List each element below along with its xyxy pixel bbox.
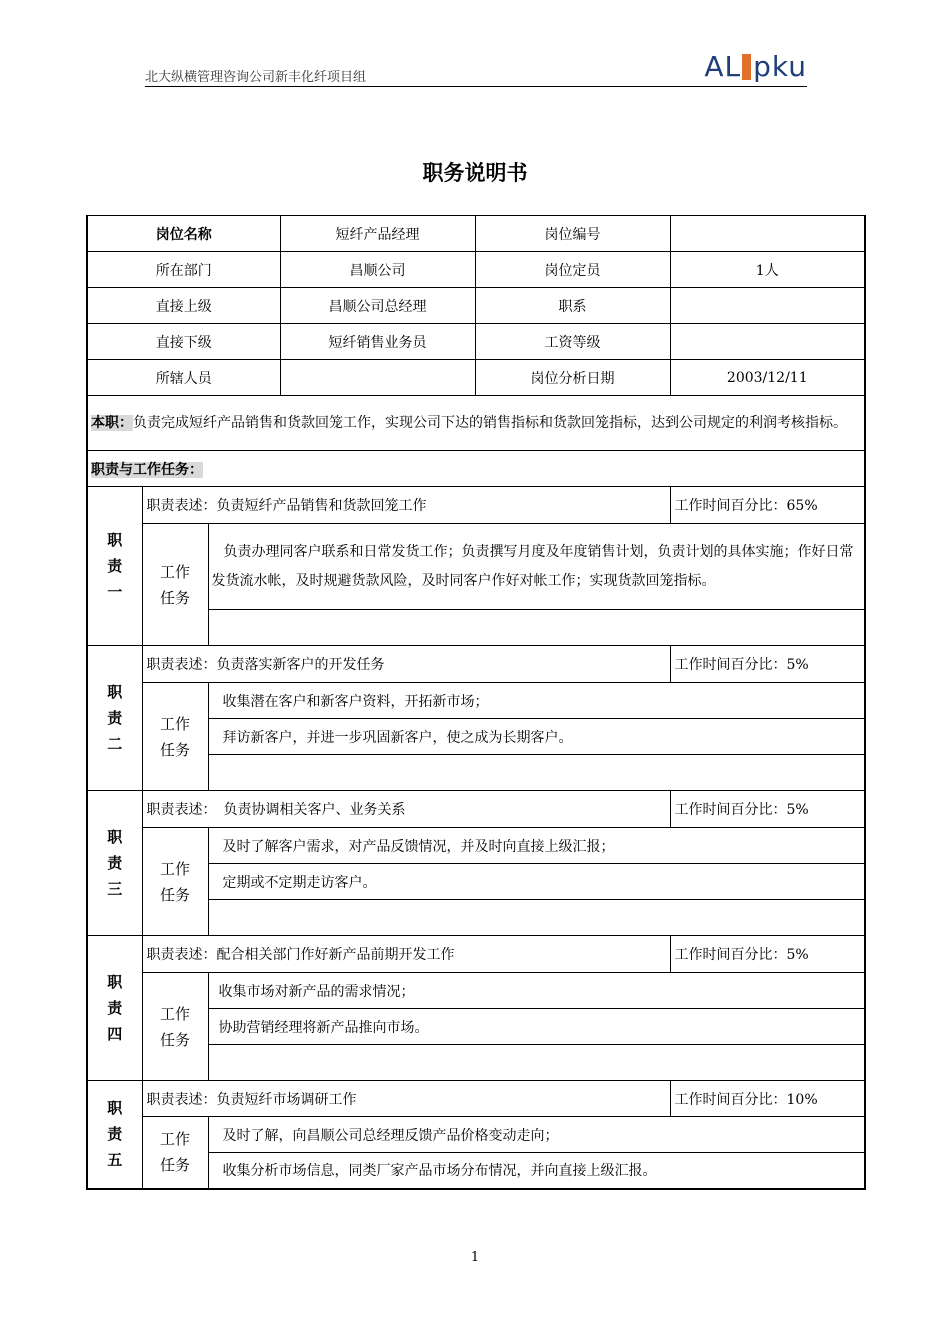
duty-3-task-2: 定期或不定期走访客户。: [208, 864, 865, 900]
managed-label: 所辖人员: [87, 360, 280, 396]
duty-2-pct: 工作时间百分比：5%: [670, 646, 865, 683]
duty-4-task-label: [142, 973, 208, 1081]
duty-1-task-2: [208, 610, 865, 646]
info-row-1: [87, 216, 865, 252]
duty-4-task-3: [208, 1045, 865, 1081]
duty-3-task-1: 及时了解客户需求，对产品反馈情况，并及时向直接上级汇报；: [208, 828, 865, 864]
duty-summary: [87, 396, 865, 451]
job-description-table: [86, 215, 866, 1190]
duty-3-task-row-1: [87, 828, 865, 864]
document-title: 职务说明书: [422, 161, 528, 185]
duty-1-desc-row: [87, 487, 865, 524]
grade-value: [670, 324, 865, 360]
duty-4-desc-row: [87, 936, 865, 973]
info-row-3: [87, 288, 865, 324]
duty-2-label: [87, 646, 142, 791]
duty-5-task-row-1: [87, 1117, 865, 1153]
subordinate-value: 短纤销售业务员: [280, 324, 475, 360]
managed-value: [280, 360, 475, 396]
grade-label: 工资等级: [475, 324, 670, 360]
post-name-label: 岗位名称: [87, 216, 280, 252]
info-row-4: [87, 324, 865, 360]
header-org-text: 北大纵横管理咨询公司新丰化纤项目组: [145, 70, 367, 85]
duty-5-pct: 工作时间百分比：10%: [670, 1081, 865, 1117]
duty-4-label: [87, 936, 142, 1081]
duty-5-task-2: 收集分析市场信息，同类厂家产品市场分布情况，并向直接上级汇报。: [208, 1153, 865, 1189]
duty-2-desc: 职责表述：负责落实新客户的开发任务: [142, 646, 670, 683]
duty-4-task-2: 协助营销经理将新产品推向市场。: [208, 1009, 865, 1045]
duty-1-label-text: 职 责 一: [107, 531, 123, 601]
duty-1-desc: 职责表述：负责短纤产品销售和货款回笼工作: [142, 487, 670, 524]
duty-1-task-label: [142, 524, 208, 646]
duties-heading: [87, 451, 865, 487]
post-no-label: 岗位编号: [475, 216, 670, 252]
superior-value: 昌顺公司总经理: [280, 288, 475, 324]
duty-3-label: [87, 791, 142, 936]
duty-summary-row: [87, 396, 865, 451]
post-name-value: 短纤产品经理: [280, 216, 475, 252]
quota-label: 岗位定员: [475, 252, 670, 288]
duty-5-label-text: 职 责 五: [107, 1099, 123, 1170]
duty-summary-text: 负责完成短纤产品销售和货款回笼工作，实现公司下达的销售指标和货款回笼指标，达到公司规定的利润考核指标。: [133, 414, 847, 431]
post-no-value: [670, 216, 865, 252]
duty-2-desc-row: [87, 646, 865, 683]
duty-3-task-3: [208, 900, 865, 936]
duty-2-task-1: 收集潜在客户和新客户资料，开拓新市场；: [208, 683, 865, 719]
duty-3-desc: 职责表述： 负责协调相关客户、业务关系: [142, 791, 670, 828]
dept-value: 昌顺公司: [280, 252, 475, 288]
duty-3-task-label-text: 工作 任务: [159, 859, 190, 904]
duty-2-task-3: [208, 755, 865, 791]
alpku-logo: [704, 52, 807, 82]
analysis-date-label: 岗位分析日期: [475, 360, 670, 396]
duty-2-task-row-1: [87, 683, 865, 719]
duty-3-label-text: 职 责 三: [107, 828, 123, 898]
page-header: [145, 50, 807, 87]
duty-5-task-1: 及时了解，向昌顺公司总经理反馈产品价格变动走向；: [208, 1117, 865, 1153]
duty-4-task-row-1: [87, 973, 865, 1009]
duty-1-task-row: [87, 524, 865, 610]
page-number: 1: [470, 1250, 480, 1265]
analysis-date-value: 2003/12/11: [670, 360, 865, 396]
duty-5-label: [87, 1081, 142, 1189]
duty-5-task-label-text: 工作 任务: [159, 1130, 190, 1175]
duty-2-task-label-text: 工作 任务: [159, 714, 190, 759]
duties-heading-text: 职责与工作任务：: [91, 461, 203, 478]
duty-4-task-1: 收集市场对新产品的需求情况；: [208, 973, 865, 1009]
duty-3-desc-row: [87, 791, 865, 828]
duty-4-desc: 职责表述：配合相关部门作好新产品前期开发工作: [142, 936, 670, 973]
duty-5-desc-row: [87, 1081, 865, 1117]
series-label: 职系: [475, 288, 670, 324]
duties-heading-row: [87, 451, 865, 487]
logo-left-text: AL: [704, 50, 742, 83]
duty-2-label-text: 职 责 二: [107, 683, 123, 753]
duty-4-pct: 工作时间百分比：5%: [670, 936, 865, 973]
dept-label: 所在部门: [87, 252, 280, 288]
duty-5-task-label: [142, 1117, 208, 1189]
info-row-2: [87, 252, 865, 288]
duty-1-label: [87, 487, 142, 646]
duty-1-task-1-text: 负责办理同客户联系和日常发货工作；负责撰写月度及年度销售计划，负责计划的具体实施；作好日常发货流水帐，及时规避货款风险，及时同客户作好对帐工作；实现货款回笼指标。: [211, 543, 854, 589]
duty-3-task-label: [142, 828, 208, 936]
series-value: [670, 288, 865, 324]
duty-4-task-label-text: 工作 任务: [159, 1004, 190, 1049]
duty-2-task-2: 拜访新客户，并进一步巩固新客户，使之成为长期客户。: [208, 719, 865, 755]
duty-5-desc: 职责表述：负责短纤市场调研工作: [142, 1081, 670, 1117]
logo-right-text: pku: [753, 50, 807, 83]
quota-value: 1人: [670, 252, 865, 288]
duty-1-task-label-text: 工作 任务: [159, 562, 190, 607]
duty-1-task-1: [208, 524, 865, 610]
duty-1-pct: 工作时间百分比：65%: [670, 487, 865, 524]
superior-label: 直接上级: [87, 288, 280, 324]
logo-bar-icon: [742, 54, 751, 80]
subordinate-label: 直接下级: [87, 324, 280, 360]
duty-4-label-text: 职 责 四: [107, 973, 123, 1043]
duty-2-task-label: [142, 683, 208, 791]
info-row-5: [87, 360, 865, 396]
duty-summary-label: 本职：: [91, 414, 133, 431]
duty-3-pct: 工作时间百分比：5%: [670, 791, 865, 828]
